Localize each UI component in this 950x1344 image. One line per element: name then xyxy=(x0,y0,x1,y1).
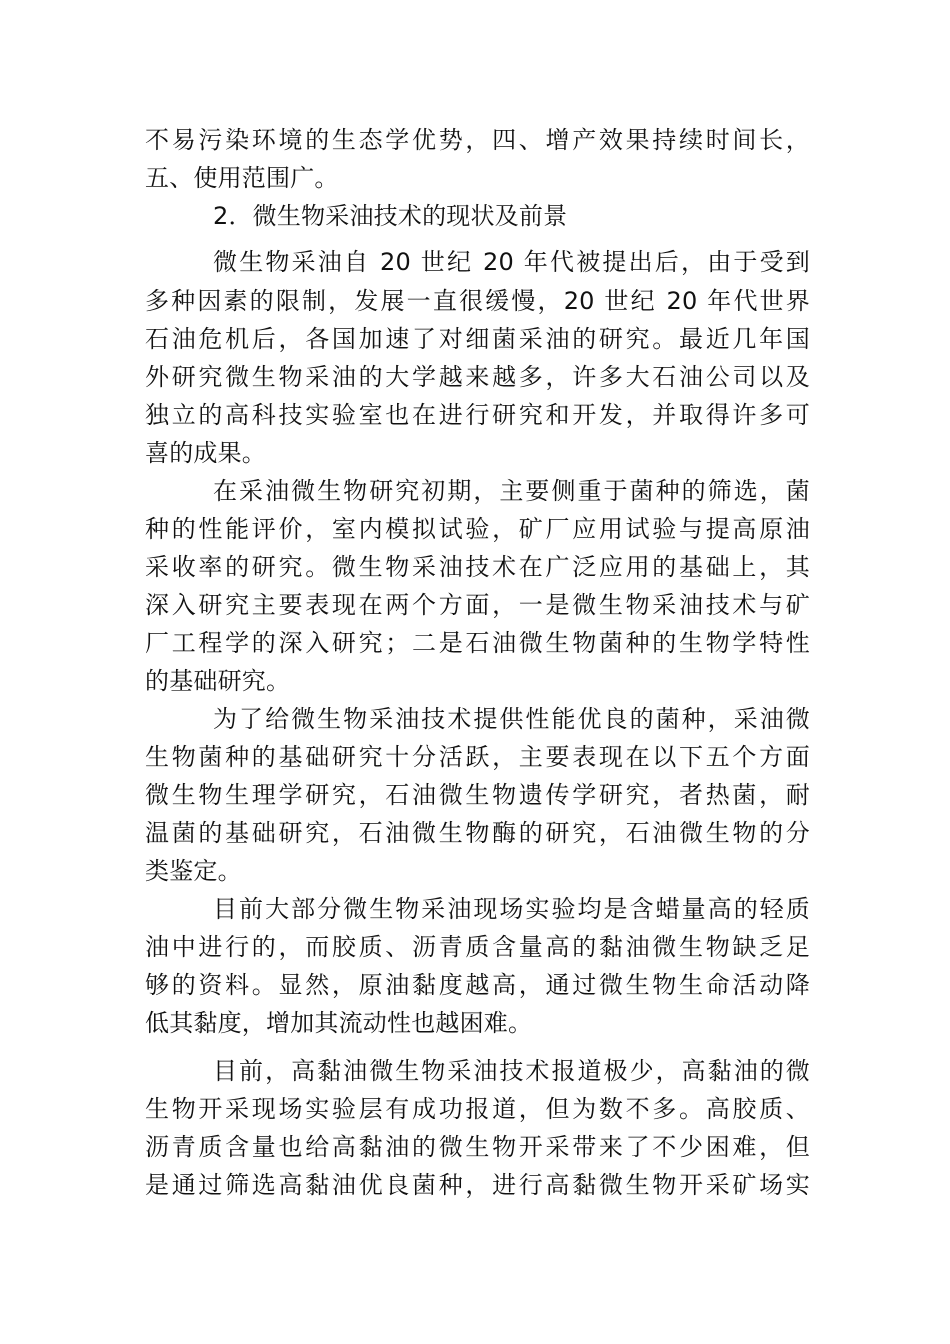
text-line: 深入研究主要表现在两个方面，一是微生物采油技术与矿 xyxy=(145,591,810,619)
text-line: 的基础研究。 xyxy=(145,667,291,695)
text-line: 微生物采油自 20 世纪 20 年代被提出后，由于受到 xyxy=(213,248,810,276)
text-line: 温菌的基础研究，石油微生物酶的研究，石油微生物的分 xyxy=(145,819,810,847)
text-line: 生物菌种的基础研究十分活跃，主要表现在以下五个方面 xyxy=(145,743,810,771)
text-line: 生物开采现场实验层有成功报道，但为数不多。高胶质、 xyxy=(145,1095,810,1123)
text-line: 独立的高科技实验室也在进行研究和开发，并取得许多可 xyxy=(145,401,810,429)
text-line: 在采油微生物研究初期，主要侧重于菌种的筛选，菌 xyxy=(213,477,810,505)
text-line: 够的资料。显然，原油黏度越高，通过微生物生命活动降 xyxy=(145,971,810,999)
text-line: 沥青质含量也给高黏油的微生物开采带来了不少困难，但 xyxy=(145,1133,810,1161)
text-line: 目前，高黏油微生物采油技术报道极少，高黏油的微 xyxy=(213,1057,810,1085)
text-line: 多种因素的限制，发展一直很缓慢，20 世纪 20 年代世界 xyxy=(145,287,810,315)
text-line: 为了给微生物采油技术提供性能优良的菌种，采油微 xyxy=(213,705,810,733)
text-line: 采收率的研究。微生物采油技术在广泛应用的基础上，其 xyxy=(145,553,810,581)
text-line: 五、使用范围广。 xyxy=(145,164,339,192)
text-line: 类鉴定。 xyxy=(145,857,242,885)
text-line: 厂工程学的深入研究；二是石油微生物菌种的生物学特性 xyxy=(145,629,810,657)
text-line: 目前大部分微生物采油现场实验均是含蜡量高的轻质 xyxy=(213,895,810,923)
text-line: 不易污染环境的生态学优势，四、增产效果持续时间长， xyxy=(145,126,810,154)
text-line: 喜的成果。 xyxy=(145,439,266,467)
text-line: 微生物生理学研究，石油微生物遗传学研究，者热菌，耐 xyxy=(145,781,810,809)
section-heading: 2．微生物采油技术的现状及前景 xyxy=(213,202,568,230)
text-line: 油中进行的，而胶质、沥青质含量高的黏油微生物缺乏足 xyxy=(145,933,810,961)
text-line: 种的性能评价，室内模拟试验，矿厂应用试验与提高原油 xyxy=(145,515,810,543)
text-line: 外研究微生物采油的大学越来越多，许多大石油公司以及 xyxy=(145,363,810,391)
text-line: 石油危机后，各国加速了对细菌采油的研究。最近几年国 xyxy=(145,325,810,353)
text-line: 是通过筛选高黏油优良菌种，进行高黏微生物开采矿场实 xyxy=(145,1171,810,1199)
text-line: 低其黏度，增加其流动性也越困难。 xyxy=(145,1009,533,1037)
